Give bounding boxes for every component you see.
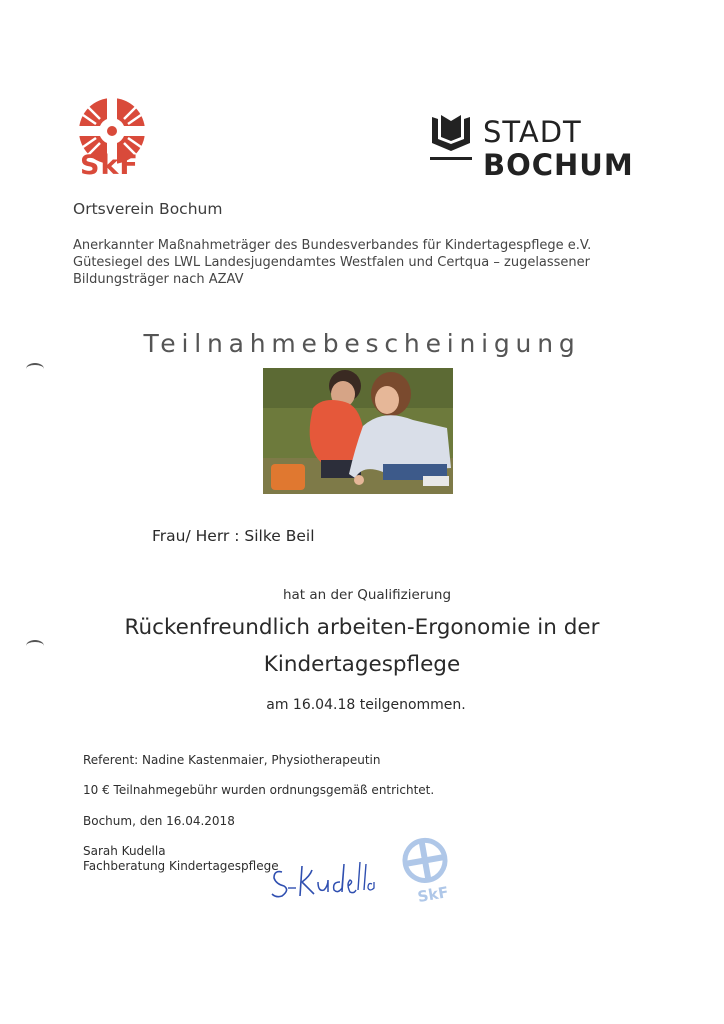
handwritten-signature xyxy=(268,852,378,900)
participant-name: Silke Beil xyxy=(244,527,315,545)
signer-name: Sarah Kudella xyxy=(83,844,166,858)
participant-label: Frau/ Herr : xyxy=(152,527,240,545)
participant-line xyxy=(152,527,315,545)
intro-text: hat an der Qualifizierung xyxy=(282,587,452,603)
skf-logo-text: SkF xyxy=(80,150,139,181)
children-playing-photo xyxy=(263,368,453,494)
signer-block xyxy=(83,844,279,874)
city-logo-line2: BOCHUM xyxy=(483,148,634,182)
stamp-text: SkF xyxy=(416,883,450,906)
recognition-line: Anerkannter Maßnahmeträger des Bundesverbandes für Kindertagespflege e.V. xyxy=(73,238,592,253)
participation-date: am 16.04.18 teilgenommen. xyxy=(266,697,466,713)
course-title-line1: Rückenfreundlich arbeiten-Ergonomie in der xyxy=(124,615,600,640)
city-logo-line1: STADT xyxy=(483,115,582,149)
certificate-title: Teilnahmebescheinigung xyxy=(143,329,581,358)
recognition-line: Gütesiegel des LWL Landesjugendamtes Westfalen und Certqua – zugelassener xyxy=(73,255,591,270)
fee-text: 10 € Teilnahmegebühr wurden ordnungsgemäß entrichtet. xyxy=(83,783,435,797)
punch-hole-mark xyxy=(26,363,44,375)
signer-role: Fachberatung Kindertagespflege xyxy=(83,859,279,873)
skf-stamp xyxy=(398,836,458,906)
organization-name: Ortsverein Bochum xyxy=(73,200,223,218)
referent-text: Referent: Nadine Kastenmaier, Physiotherapeutin xyxy=(83,753,381,767)
place-date-text: Bochum, den 16.04.2018 xyxy=(83,814,235,828)
punch-hole-mark xyxy=(26,640,44,652)
course-title-line2: Kindertagespflege xyxy=(263,652,461,677)
recognition-line: Bildungsträger nach AZAV xyxy=(73,272,244,287)
stadt-bochum-book-icon xyxy=(430,113,472,163)
recognition-text xyxy=(73,237,633,288)
